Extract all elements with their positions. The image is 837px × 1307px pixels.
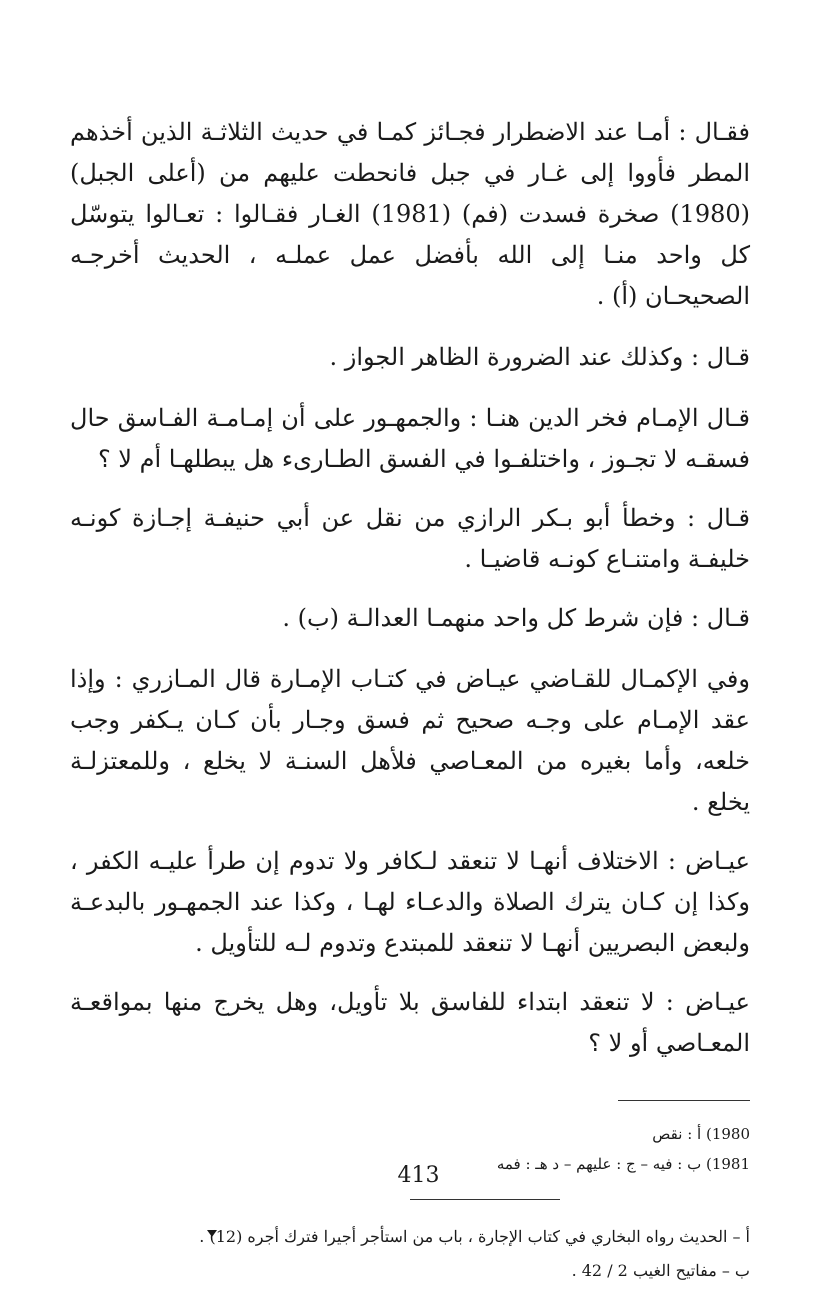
variant-note-1980: 1980) أ : نقص bbox=[652, 1125, 750, 1143]
paragraph-7: عيـاض : الاختلاف أنهـا لا تنعقد لـكافر ولا تدوم إن طرأ عليـه الكفر ، وكذا إن كـان يترك الصلاة والدعـاء لهـا ، وكذا عند الجمهـور بالبدعـة ولبعض البصريين أنهـا لا تنعقد للمبتدع وتدوم لـه للتأويل . bbox=[70, 847, 750, 957]
book-page bbox=[70, 112, 750, 1288]
bottom-mark-icon bbox=[207, 1230, 217, 1237]
paragraph-6: وفي الإكمـال للقـاضي عيـاض في كتـاب الإمـارة قال المـازري : وإذا عقد الإمـام على وجـه صحيح ثم فسق وجـار بأن كـان يـكفر وجب خلعه، وأما بغيره من المعـاصي فلأهل السنـة لا يخلع ، وللمعتزلـة يخلع . bbox=[70, 665, 750, 816]
paragraph-1: فقـال : أمـا عند الاضطرار فجـائز كمـا في حديث الثلاثـة الذين أخذهم المطر فأووا إلى غـار في جبل فانحطت عليهم من (أعلى الجبل) (1980) صخرة فسدت (فم) (1981) الغـار فقـالوا : تعـالوا يتوسّل كل واحد منـا إلى الله بأفضل عمل عملـه ، الحديث أخرجـه الصحيحـان (أ) . bbox=[70, 118, 750, 310]
variant-note-1981: 1981) ب : فيه – ج : عليهم – د هـ : فمه bbox=[496, 1155, 750, 1173]
paragraph-3: قـال الإمـام فخر الدين هنـا : والجمهـور على أن إمـامـة الفـاسق حال فسقـه لا تجـوز ، واختلفـوا في الفسق الطـارىء هل يبطلهـا أم لا ؟ bbox=[70, 404, 750, 473]
page-number: 413 bbox=[397, 1163, 440, 1188]
footnote-a: أ – الحديث رواه البخاري في كتاب الإجارة ، باب من استأجر أجيرا فترك أجره (12) . bbox=[199, 1227, 750, 1246]
variants-separator bbox=[618, 1100, 750, 1101]
footnotes-separator bbox=[410, 1199, 560, 1200]
paragraph-8: عيـاض : لا تنعقد ابتداء للفاسق بلا تأويل، وهل يخرج منها بمواقعـة المعـاصي أو لا ؟ bbox=[70, 988, 750, 1057]
paragraph-5: قـال : فإن شرط كل واحد منهمـا العدالـة (ب) . bbox=[282, 604, 750, 632]
footnote-b: ب – مفاتيح الغيب 2 / 42 . bbox=[571, 1261, 750, 1280]
paragraph-2: قـال : وكذلك عند الضرورة الظاهر الجواز . bbox=[329, 343, 750, 371]
paragraph-4: قـال : وخطأ أبو بـكر الرازي من نقل عن أبي حنيفـة إجـازة كونـه خليفـة وامتنـاع كونـه قاضيـا . bbox=[70, 504, 750, 573]
